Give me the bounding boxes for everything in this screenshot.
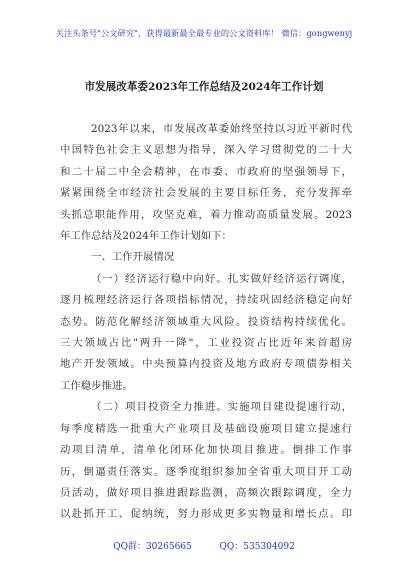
text-line: 员活动，做好项目推进跟踪监测，高频次跟踪调度，全力 (60, 486, 352, 499)
footer-contacts (0, 539, 408, 552)
text-line: 态势。防范化解经济领域重大风险。投资结构持续优化。 (60, 315, 352, 328)
text-line: 和二十届二中全会精神，在市委、市政府的坚强领导下， (60, 165, 352, 178)
text-line: 中国特色社会主义思想为指导，深入学习贯彻党的二十大 (60, 144, 352, 157)
document-title: 市发展改革委2023年工作总结及2024年工作计划 (84, 81, 324, 93)
text-line: 紧紧围绕全市经济社会发展的主要目标任务，充分发挥牵 (60, 187, 352, 200)
text-line: 2023年以来，市发展改革委始终坚持以习近平新时代 (91, 123, 352, 135)
text-line: （一）经济运行稳中向好。扎实做好经济运行调度， (91, 272, 352, 285)
section-heading (60, 247, 352, 268)
text-line: 三大领域占比"两升一降"，工业投资占比近年来首超房 (60, 337, 352, 350)
text-line: （二）项目投资全力推进。实施项目建设提速行动， (91, 401, 352, 414)
text-line: 年工作总结及2024年工作计划如下： (60, 230, 232, 243)
text-line: 每季度精选一批重大产业项目及基础设施项目建立提速行 (60, 422, 352, 435)
text-line: 一、工作开展情况 (91, 251, 175, 264)
text-line: 历，倒逼责任落实。逐季度组织参加全省重大项目开工动 (60, 465, 352, 478)
document-body (60, 119, 352, 526)
paragraph-projects (60, 397, 352, 525)
text-line: 工作稳步推进。 (60, 379, 133, 392)
qq-group-number: QQ群：30265665 (113, 542, 192, 552)
text-line: 地产开发领域。中央预算内投资及地方政府专项债券相关 (60, 358, 352, 371)
paragraph-economy (60, 269, 352, 397)
text-line: 头抓总职能作用，攻坚克难，着力推动高质量发展。2023 (60, 208, 352, 221)
text-line: 动项目清单，清单化闭环化加快项目推进。倒排工作事 (60, 444, 352, 457)
top-banner: 关注头条号"公文研究"，获得最新最全最专业的公文资料库！ 微信：gongwenyj (55, 28, 353, 38)
text-line: 以赴抓开工、促纳统，努力形成更多实物量和增长点。印 (60, 508, 352, 521)
text-line: 逐月梳理经济运行各项指标情况，持续巩固经济稳定向好 (60, 294, 352, 307)
qq-number: QQ：535304092 (219, 542, 295, 552)
paragraph-intro (60, 119, 352, 247)
